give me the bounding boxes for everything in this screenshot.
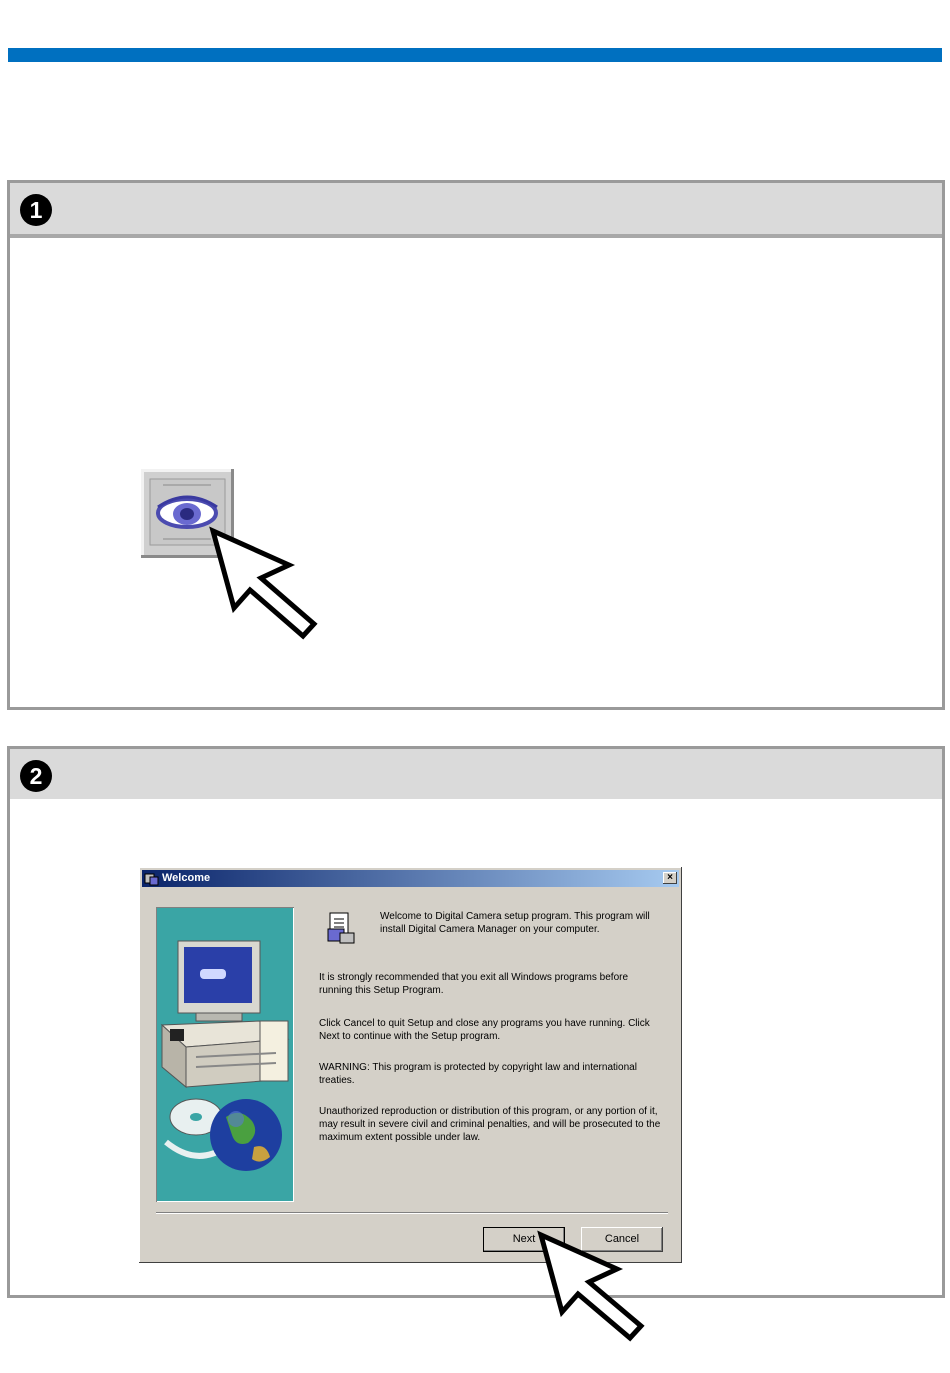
copyright-text: Unauthorized reproduction or distribution of this program, or any portion of it, may result in severe civil and criminal penalties, and will be prosecuted to the maximum extent possible under law. [319, 1106, 661, 1143]
step-1-header [10, 183, 942, 238]
step-1-panel [7, 180, 945, 710]
welcome-text: Welcome to Digital Camera setup program. This program will install Digital Camera Manager on your computer. [380, 911, 650, 935]
step-2-header [10, 749, 942, 799]
arrow-cursor-icon [536, 1230, 648, 1342]
close-icon[interactable]: × [663, 872, 677, 884]
divider [156, 1212, 668, 1214]
step-2-panel [7, 746, 945, 1298]
next-button[interactable]: Next [483, 1227, 565, 1252]
instruction-text: Click Cancel to quit Setup and close any programs you have running. Click Next to continue with the Setup program. [319, 1018, 650, 1042]
accent-bar [8, 48, 942, 62]
setup-program-icon [326, 911, 356, 945]
welcome-dialog [139, 867, 682, 1263]
dialog-title: Welcome [162, 872, 211, 884]
arrow-cursor-icon [207, 526, 327, 641]
setup-illustration [156, 907, 294, 1202]
step-number: 2 [20, 760, 52, 792]
cancel-button[interactable]: Cancel [581, 1227, 663, 1252]
warning-text: WARNING: This program is protected by copyright law and international treaties. [319, 1062, 637, 1086]
recommend-text: It is strongly recommended that you exit all Windows programs before running this Setup Program. [319, 972, 629, 996]
dialog-titlebar[interactable] [142, 870, 679, 887]
setup-icon [144, 871, 159, 886]
step-number: 1 [20, 194, 52, 226]
